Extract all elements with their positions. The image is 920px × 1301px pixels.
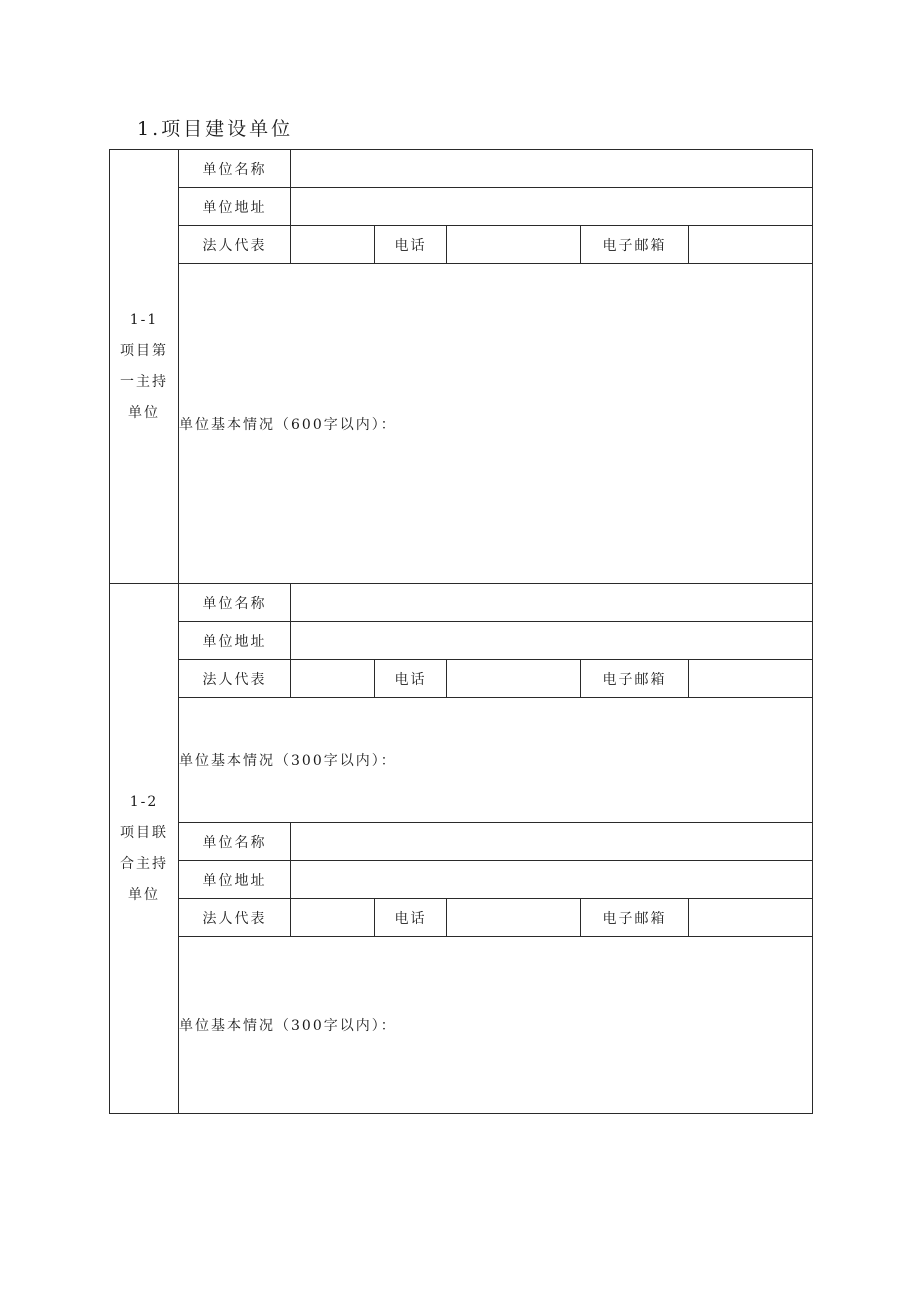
section-title-line: 一主持 [120,373,168,390]
legal-rep-label: 法人代表 [179,660,291,698]
section-title-line: 单位 [128,404,160,421]
unit-name-label: 单位名称 [179,150,291,188]
section-code: 1-1 [129,311,159,328]
section-title-line: 项目第 [120,342,168,359]
phone-label: 电话 [375,660,447,698]
email-field[interactable] [689,226,813,264]
legal-rep-label: 法人代表 [179,226,291,264]
phone-label: 电话 [375,226,447,264]
email-label: 电子邮箱 [581,226,689,264]
unit-name-field[interactable] [291,584,813,622]
unit-address-label: 单位地址 [179,861,291,899]
email-field[interactable] [689,660,813,698]
section-1-2-label [110,584,179,1114]
unit-description-field[interactable] [179,698,813,823]
unit-name-label: 单位名称 [179,823,291,861]
unit-name-label: 单位名称 [179,584,291,622]
unit-address-label: 单位地址 [179,188,291,226]
unit-description-field[interactable] [179,937,813,1114]
section-code: 1-2 [129,793,159,810]
unit-address-field[interactable] [291,188,813,226]
unit-name-field[interactable] [291,823,813,861]
section-heading: 1.项目建设单位 [137,118,294,140]
unit-description-label: 单位基本情况（600字以内）： [179,416,397,433]
section-title-line: 单位 [128,886,160,903]
unit-address-label: 单位地址 [179,622,291,660]
legal-rep-field[interactable] [291,226,375,264]
unit-address-field[interactable] [291,861,813,899]
unit-address-field[interactable] [291,622,813,660]
legal-rep-label: 法人代表 [179,899,291,937]
phone-field[interactable] [447,660,581,698]
phone-field[interactable] [447,899,581,937]
construction-unit-form [109,149,813,1114]
phone-field[interactable] [447,226,581,264]
email-label: 电子邮箱 [581,899,689,937]
section-title-line: 项目联 [120,824,168,841]
unit-name-field[interactable] [291,150,813,188]
section-1-1-label [110,150,179,584]
email-label: 电子邮箱 [581,660,689,698]
legal-rep-field[interactable] [291,660,375,698]
email-field[interactable] [689,899,813,937]
unit-description-label: 单位基本情况（300字以内）： [179,1018,397,1034]
legal-rep-field[interactable] [291,899,375,937]
unit-description-label: 单位基本情况（300字以内）： [179,753,397,769]
section-title-line: 合主持 [120,855,168,872]
phone-label: 电话 [375,899,447,937]
unit-description-field[interactable] [179,264,813,584]
